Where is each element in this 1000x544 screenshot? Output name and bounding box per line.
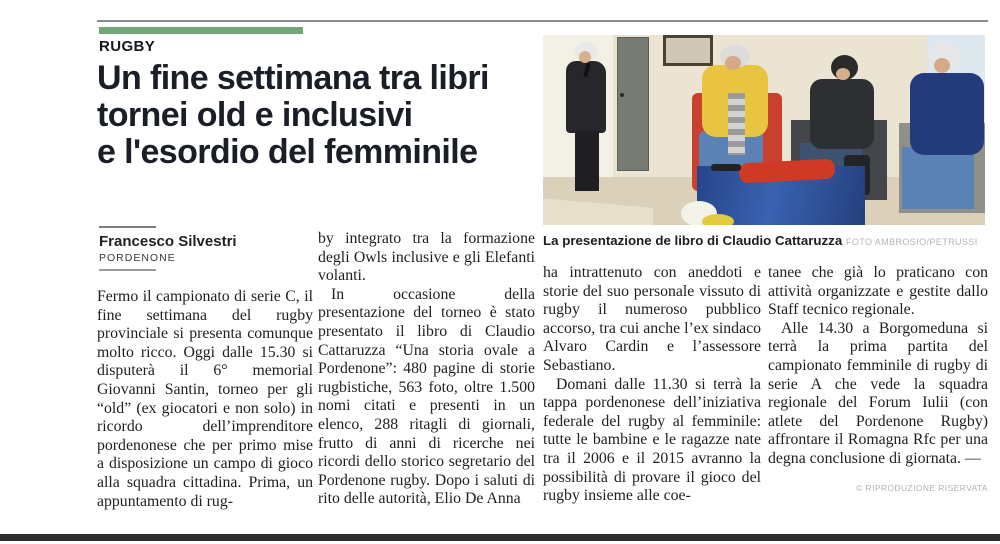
photo-door xyxy=(617,37,649,171)
byline-block xyxy=(99,226,315,271)
photo-speaker-legs xyxy=(575,131,599,191)
headline-line-3: e l'esordio del femminile xyxy=(97,133,478,171)
photo-caption-credit: FOTO AMBROSIO/PETRUSSI xyxy=(845,237,978,247)
page-bottom-edge xyxy=(0,534,1000,541)
photo-yellow-man-face xyxy=(725,56,741,70)
photo-woman-face xyxy=(836,68,850,80)
photo-yellow-man-scarf xyxy=(728,93,745,155)
paragraph: Alle 14.30 a Borgomeduna si terrà la prima partita del campionato femminile di rugby di serie A che vede la squadra regionale del Forum Iulii (con atlete del Pordenone Rugby) affrontare il Romagna Rfc per una degna conclusione di giornata. — xyxy=(768,319,988,467)
photo-speaker-face xyxy=(579,51,591,63)
body-column-3 xyxy=(543,264,761,532)
body-column-4 xyxy=(768,264,988,532)
photo-caption xyxy=(543,233,988,248)
paragraph: tanee che già lo praticano con attività organizzate e gestite dallo Staff tecnico regionale. xyxy=(768,264,988,319)
photo-woman-coat xyxy=(810,79,874,149)
photo-caption-text: La presentazione de libro di Claudio Cattaruzza xyxy=(543,233,843,248)
section-accent-bar xyxy=(99,27,303,34)
paragraph: Fermo il campionato di serie C, il fine settimana del rugby provinciale si presenta comunque molto ricco. Oggi dalle 15.30 si disputerà il 6° memorial Giovanni Santin, torneo per gli “old” (ex giocatori e non solo) in ricordo dell’imprenditore pordenonese che per primo mise a disposizione un campo di gioco alla squadra cittadina. Prima, un appuntamento di rug- xyxy=(97,288,313,510)
byline-bottom-rule xyxy=(99,269,156,271)
headline-line-2: tornei old e inclusivi xyxy=(97,96,413,134)
photo-navy-man-jeans xyxy=(902,147,974,209)
body-column-2 xyxy=(318,230,535,533)
photo-navy-man-face xyxy=(934,58,950,73)
paragraph: In occasione della presentazione del torneo è stato presentato il libro di Claudio Cattaruzza “Una storia ovale a Pordenone”: 480 pagine di storie rugbistiche, 563 foto, oltre 1.500 nomi citati e presenti in un elenco, 288 ritagli di giornali, frutto di anni di ricerche nei ricordi dello storico segretario del Pordenone rugby. Dopo i saluti di rito delle autorità, Elio De Anna xyxy=(318,285,535,508)
article-photo xyxy=(543,35,985,225)
photo-flowers-yellow xyxy=(702,214,734,225)
section-kicker: RUGBY xyxy=(99,38,156,55)
photo-picture-frame xyxy=(663,35,713,66)
byline-top-rule xyxy=(99,226,156,228)
paragraph: Domani dalle 11.30 si terrà la tappa pordenonese dell’iniziativa federale del rugby al femminile: tutte le bambine e le ragazze nate tra il 2006 e il 2015 avranno la possibilità di provare il gioco del rugby insieme alle coe- xyxy=(543,375,761,505)
paragraph: ha intrattenuto con aneddoti e storie del suo personale vissuto di rugby il numeroso pubblico accorso, tra cui anche l’ex sindaco Alvaro Cardin e l’assessore Sebastiano. xyxy=(543,264,761,374)
article-headline xyxy=(97,60,542,171)
photo-table-item xyxy=(711,164,741,171)
photo-navy-man-sweater xyxy=(910,73,984,155)
top-divider-rule xyxy=(97,20,988,22)
byline-location: PORDENONE xyxy=(99,252,176,264)
photo-door-handle xyxy=(620,93,624,97)
byline-author: Francesco Silvestri xyxy=(99,233,237,250)
body-column-1 xyxy=(97,288,313,533)
paragraph: by integrato tra la formazione degli Owls inclusive e gli Elefanti volanti. xyxy=(318,230,535,285)
headline-line-1: Un fine settimana tra libri xyxy=(97,59,489,97)
copyright-notice: © RIPRODUZIONE RISERVATA xyxy=(856,482,988,493)
